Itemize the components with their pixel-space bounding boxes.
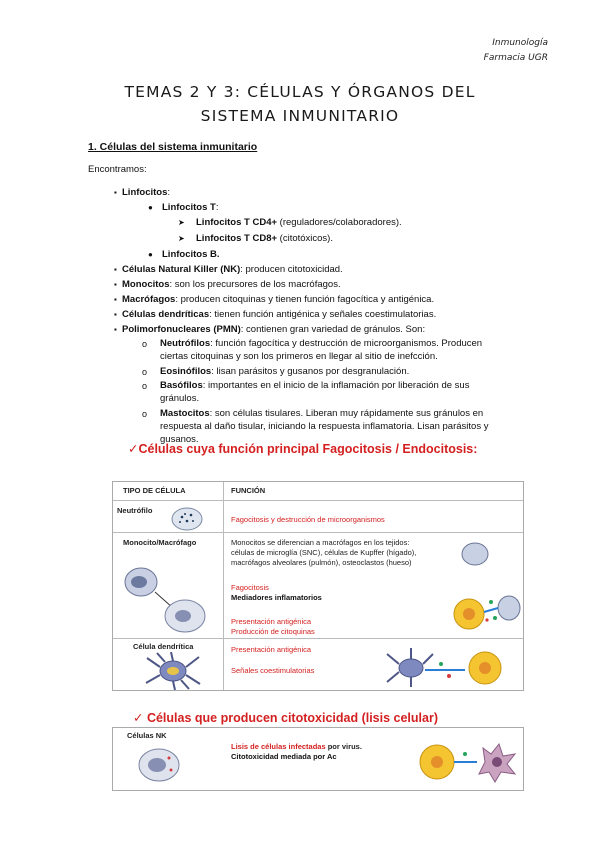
nk-killing-icon bbox=[413, 734, 521, 786]
intro-text: Encontramos: bbox=[88, 164, 147, 175]
circle-bullet-icon: o bbox=[142, 381, 148, 391]
list-item-nk: Células Natural Killer (NK): producen citotoxicidad. bbox=[122, 264, 343, 275]
list-item-macrofagos: Macrófagos: producen citoquinas y tienen función fagocítica y antigénica. bbox=[122, 294, 435, 305]
circle-bullet-icon: o bbox=[142, 339, 148, 349]
square-bullet-icon: ▪ bbox=[114, 188, 117, 197]
figure2-title: ✓ Células que producen citotoxicidad (lisis celular) bbox=[133, 711, 438, 725]
cell-neutrofilo: Neutrófilo bbox=[117, 506, 153, 515]
list-item-linfocitos-t: Linfocitos T: bbox=[162, 202, 219, 213]
function-presentacion: Presentación antigénica bbox=[231, 617, 312, 626]
nk-cell-icon bbox=[129, 744, 189, 786]
list-item-linfocitos: Linfocitos: bbox=[122, 187, 171, 198]
neutrophil-cell-icon bbox=[169, 506, 205, 532]
cell-dendritica: Célula dendrítica bbox=[133, 642, 194, 651]
figure1-title: ✓Células cuya función principal Fagocitosis / Endocitosis: bbox=[128, 442, 478, 456]
list-item-neutrofilos: Neutrófilos: función fagocítica y destrucción de microorganismos. Producen ciertas citoquinas y son los primeros en llegar al sitio de inefcción. bbox=[160, 338, 483, 362]
row-divider bbox=[113, 532, 523, 533]
list-item-pmn: Polimorfonucleares (PMN): contienen gran variedad de gránulos. Son: bbox=[122, 324, 426, 335]
page-title bbox=[0, 80, 600, 128]
macrophage-interaction-icon bbox=[451, 540, 521, 636]
square-bullet-icon: ▪ bbox=[114, 325, 117, 334]
row-divider bbox=[113, 638, 523, 639]
list-item-mastocitos: Mastocitos: son células tisulares. Liberan muy rápidamente sus gránulos en respuesta al daño tisular, iniciando la respuesta inflamatoria. Lisan parásitos y gusanos. bbox=[160, 408, 489, 445]
figure1-table bbox=[112, 481, 524, 691]
list-item-monocitos: Monocitos: son los precursores de los macrófagos. bbox=[122, 279, 341, 290]
figure2-table bbox=[112, 727, 524, 791]
round-bullet-icon: ● bbox=[148, 203, 153, 212]
list-item-basofilos: Basófilos: importantes en el inicio de la inflamación por liberación de sus gránulos. bbox=[160, 380, 470, 404]
macrophage-description: Monocitos se diferencian a macrófagos en los tejidos: células de microglía (SNC), células de Kupffer (hígado), macrófagos alveolares (pulmón), osteoclastos (hueso) bbox=[231, 538, 417, 567]
function-citoquinas: Producción de citoquinas bbox=[231, 627, 315, 636]
column-header-type: TIPO DE CÉLULA bbox=[123, 486, 186, 495]
column-divider bbox=[223, 482, 224, 690]
list-item-cd4: Linfocitos T CD4+ (reguladores/colaboradores). bbox=[196, 217, 402, 228]
function-fagocitosis: Fagocitosis bbox=[231, 583, 269, 592]
round-bullet-icon: ● bbox=[148, 250, 153, 259]
function-citotoxicidad-ac: Citotoxicidad mediada por Ac bbox=[231, 752, 337, 761]
arrow-bullet-icon: ➤ bbox=[178, 218, 185, 227]
title-line-2: SISTEMA INMUNITARIO bbox=[200, 107, 400, 125]
title-line-1: TEMAS 2 Y 3: CÉLULAS Y ÓRGANOS DEL bbox=[124, 83, 476, 101]
circle-bullet-icon: o bbox=[142, 409, 148, 419]
header-subject: Inmunología bbox=[492, 38, 548, 48]
square-bullet-icon: ▪ bbox=[114, 280, 117, 289]
square-bullet-icon: ▪ bbox=[114, 295, 117, 304]
dendritic-interaction-icon bbox=[381, 642, 521, 688]
cell-monocito: Monocito/Macrófago bbox=[123, 538, 197, 547]
function-mediadores: Mediadores inflamatorios bbox=[231, 593, 322, 602]
list-item-eosinofilos: Eosinófilos: lisan parásitos y gusanos por desgranulación. bbox=[160, 366, 410, 377]
monocyte-macrophage-icon bbox=[121, 560, 221, 634]
cell-nk: Células NK bbox=[127, 731, 167, 740]
dendritic-cell-icon bbox=[143, 652, 203, 690]
circle-bullet-icon: o bbox=[142, 367, 148, 377]
section-heading: 1. Células del sistema inmunitario bbox=[88, 141, 258, 153]
column-header-function: FUNCIÓN bbox=[231, 486, 266, 495]
list-item-linfocitos-b: Linfocitos B. bbox=[162, 249, 220, 260]
square-bullet-icon: ▪ bbox=[114, 265, 117, 274]
arrow-bullet-icon: ➤ bbox=[178, 234, 185, 243]
function-coestimulatorias: Señales coestimulatorias bbox=[231, 666, 315, 675]
page-header bbox=[484, 36, 548, 66]
function-neutrofilo: Fagocitosis y destrucción de microorganismos bbox=[231, 515, 385, 524]
square-bullet-icon: ▪ bbox=[114, 310, 117, 319]
function-lisis: Lisis de células infectadas por virus. bbox=[231, 742, 362, 751]
list-item-dendriticas: Células dendríticas: tienen función antigénica y señales coestimulatorias. bbox=[122, 309, 437, 320]
header-institution: Farmacia UGR bbox=[483, 53, 548, 63]
list-item-cd8: Linfocitos T CD8+ (citotóxicos). bbox=[196, 233, 333, 244]
function-presentacion-dc: Presentación antigénica bbox=[231, 645, 312, 654]
